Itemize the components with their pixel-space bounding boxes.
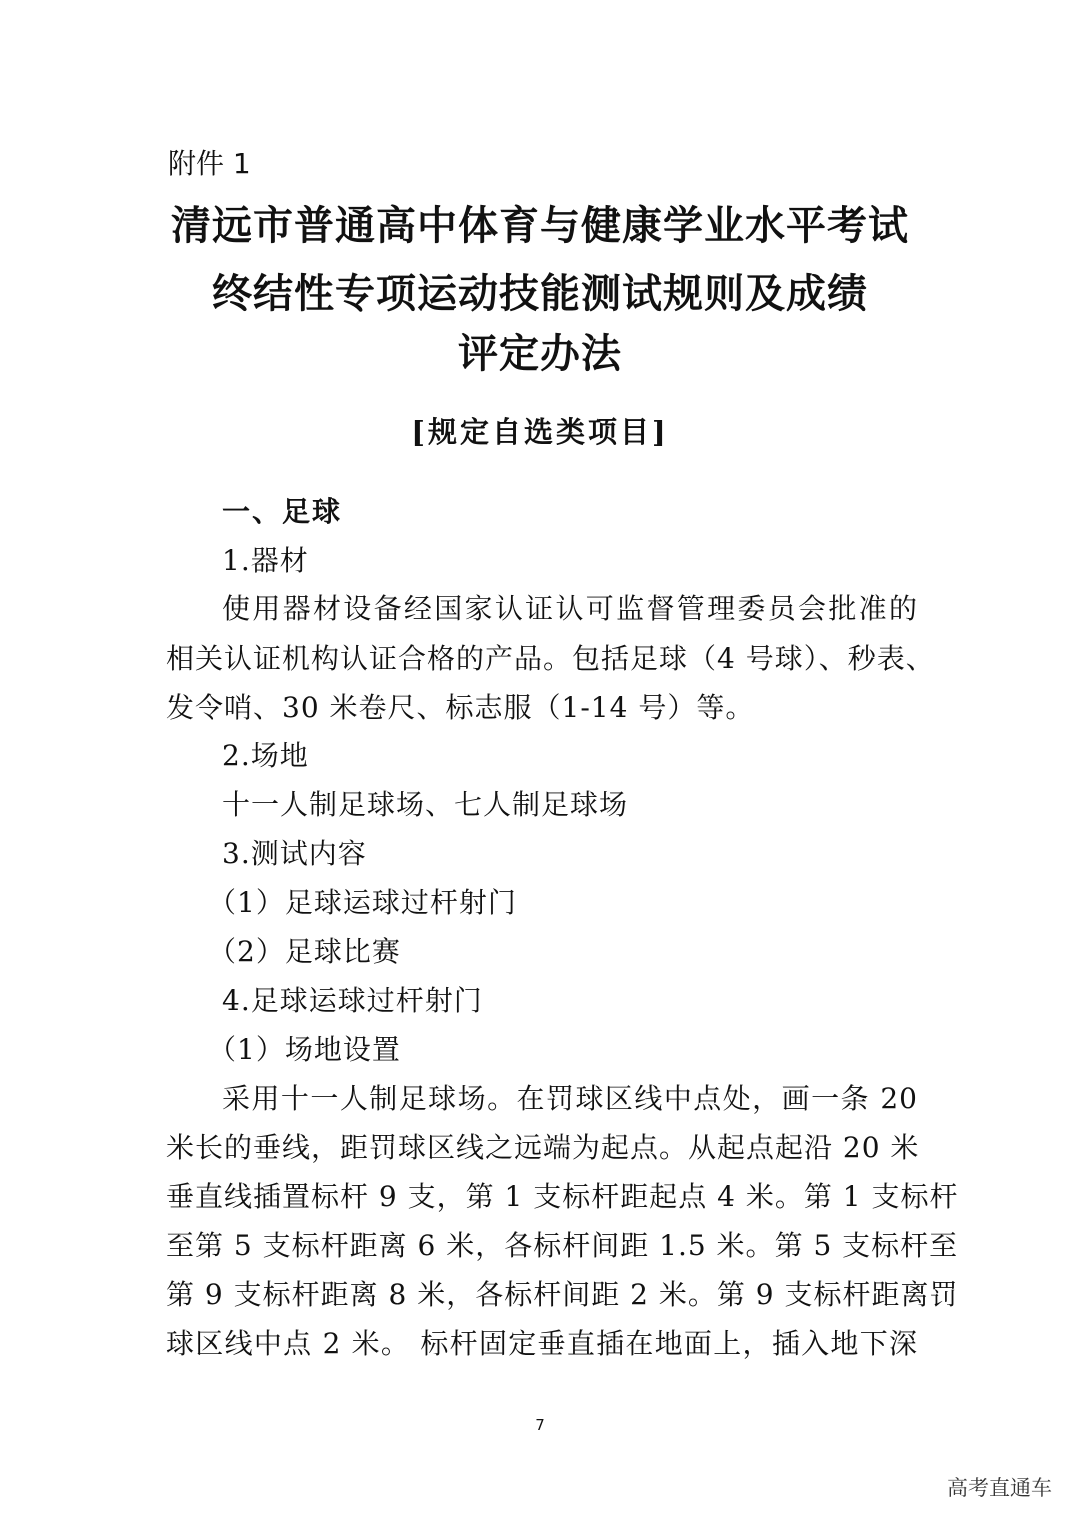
body-line: 米长的垂线，距罚球区线之远端为起点。从起点起沿 20 米: [166, 1131, 920, 1164]
body-line: 4.足球运球过杆射门: [222, 984, 483, 1017]
body-line: 十一人制足球场、七人制足球场: [222, 788, 629, 821]
body-line: 使用器材设备经国家认证认可监督管理委员会批准的: [222, 592, 918, 625]
body-line: 相关认证机构认证合格的产品。包括足球（4 号球）、秒表、: [166, 642, 935, 675]
body-line: 球区线中点 2 米。 标杆固定垂直插在地面上，插入地下深: [166, 1327, 918, 1360]
body-line: 2.场地: [222, 739, 309, 772]
body-line: 至第 5 支标杆距离 6 米，各标杆间距 1.5 米。第 5 支标杆至: [166, 1229, 959, 1262]
body-line: 垂直线插置标杆 9 支，第 1 支标杆距起点 4 米。第 1 支标杆: [166, 1180, 959, 1213]
body-line: （2）足球比赛: [208, 935, 401, 968]
body-line: （1）足球运球过杆射门: [208, 886, 517, 919]
attachment-label: 附件 1: [168, 147, 251, 180]
title-line-3: 评定办法: [458, 331, 622, 377]
body-line: 3.测试内容: [222, 837, 367, 870]
body-line: （1）场地设置: [208, 1033, 401, 1066]
body-line: 第 9 支标杆距离 8 米，各标杆间距 2 米。第 9 支标杆距离罚: [166, 1278, 959, 1311]
body-line: 采用十一人制足球场。在罚球区线中点处，画一条 20: [222, 1082, 918, 1115]
title-line-1: 清远市普通高中体育与健康学业水平考试: [171, 203, 909, 249]
title-line-2: 终结性专项运动技能测试规则及成绩: [212, 271, 868, 317]
body-line: 发令哨、30 米卷尺、标志服（1-14 号）等。: [166, 691, 755, 724]
page-number: 7: [535, 1416, 545, 1434]
watermark: 高考直通车: [947, 1476, 1052, 1500]
section-heading: 一、足球: [222, 495, 343, 528]
subtitle: [规定自选类项目]: [411, 415, 669, 449]
body-line: 1.器材: [222, 544, 309, 577]
